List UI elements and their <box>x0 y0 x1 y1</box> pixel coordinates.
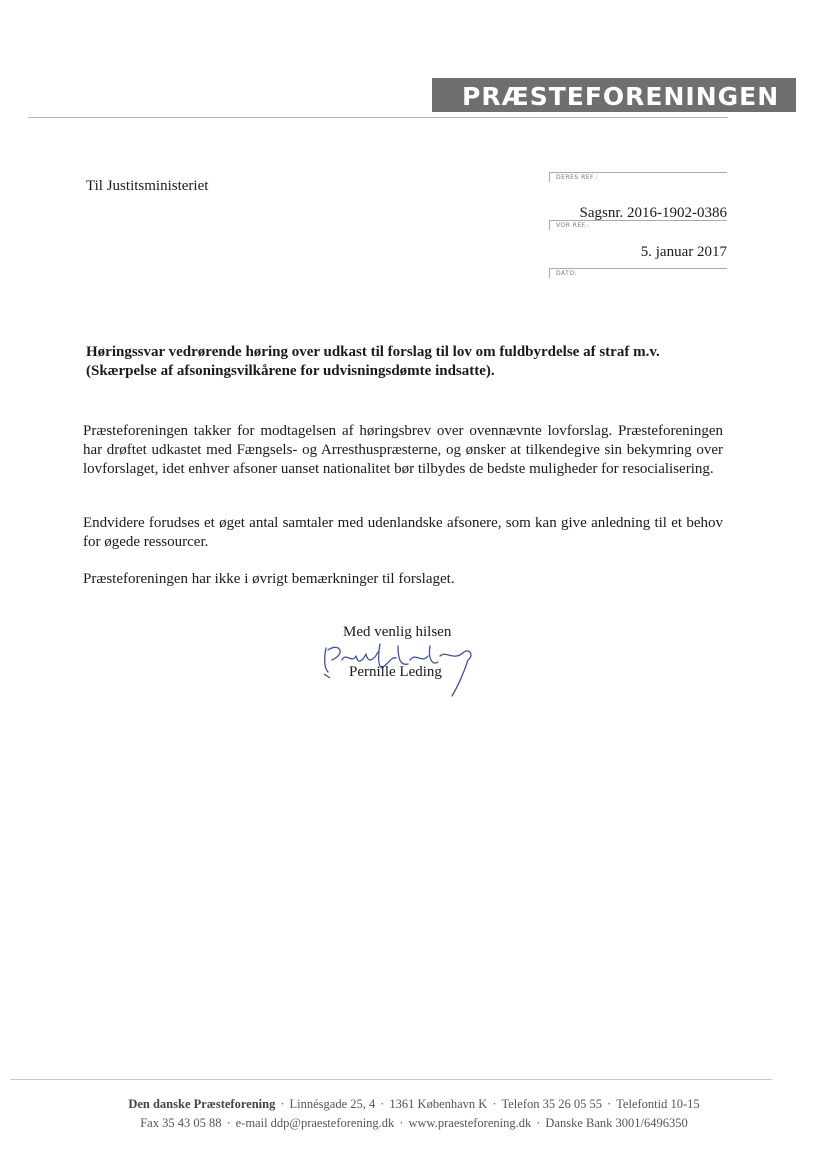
dato-label: DATO: <box>556 270 577 277</box>
footer-address: Linnésgade 25, 4 <box>289 1097 376 1111</box>
header-divider <box>28 117 728 118</box>
vor-ref-label: VOR REF.: <box>556 222 590 229</box>
vor-ref-field <box>549 220 727 231</box>
letterhead-logo: PRÆSTEFORENINGEN <box>462 82 780 111</box>
footer-city: 1361 København K <box>389 1097 488 1111</box>
deres-ref-field <box>549 172 727 183</box>
footer-email: e-mail ddp@praesteforening.dk <box>235 1116 395 1130</box>
body-paragraph-2: Endvidere forudses et øget antal samtaler med udenlandske afsonere, som kan give anledning til et behov for øgede ressourcer. <box>83 515 723 550</box>
footer-line-1: Den danske Præsteforening · Linnésgade 25, 4 · 1361 København K · Telefon 35 26 05 55 · Telefontid 10-15 <box>128 1097 700 1111</box>
dato-value: 5. januar 2017 <box>640 244 727 260</box>
body-paragraph-1: Præsteforeningen takker for modtagelsen af høringsbrev over ovennævnte lovforslag. Præsteforeningen har drøftet udkastet med Fængsels- og Arresthuspræsterne, og ønsker at tilkendegive sin bekymring over lovforslaget, idet enhver afsoner uanset nationalitet bør tilbydes de bedste muligheder for resocialisering. <box>83 423 723 477</box>
footer-org: Den danske Præsteforening <box>128 1097 276 1111</box>
deres-ref-label: DERES REF.: <box>556 174 598 181</box>
footer-fax: Fax 35 43 05 88 <box>140 1116 222 1130</box>
footer-phone-hours: Telefontid 10-15 <box>616 1097 700 1111</box>
recipient: Til Justitsministeriet <box>86 178 209 194</box>
footer-web: www.praesteforening.dk <box>408 1116 532 1130</box>
footer-divider <box>10 1079 772 1080</box>
letter-heading: Høringssvar vedrørende høring over udkast til forslag til lov om fuldbyrdelse af straf m.v. (Skærpelse af afsoningsvilkårene for udvisningsdømte indsatte). <box>86 344 660 379</box>
footer-bank: Danske Bank 3001/6496350 <box>545 1116 688 1130</box>
body-paragraph-3: Præsteforeningen har ikke i øvrigt bemærkninger til forslaget. <box>83 571 455 587</box>
closing: Med venlig hilsen <box>343 624 452 640</box>
signer-name: Pernille Leding <box>349 664 442 680</box>
footer-phone: Telefon 35 26 05 55 <box>501 1097 602 1111</box>
vor-ref-value: Sagsnr. 2016-1902-0386 <box>579 205 727 221</box>
footer-line-2: Fax 35 43 05 88 · e-mail ddp@praesteforening.dk · www.praesteforening.dk · Danske Bank 3001/6496350 <box>140 1116 688 1130</box>
dato-field <box>549 268 727 279</box>
